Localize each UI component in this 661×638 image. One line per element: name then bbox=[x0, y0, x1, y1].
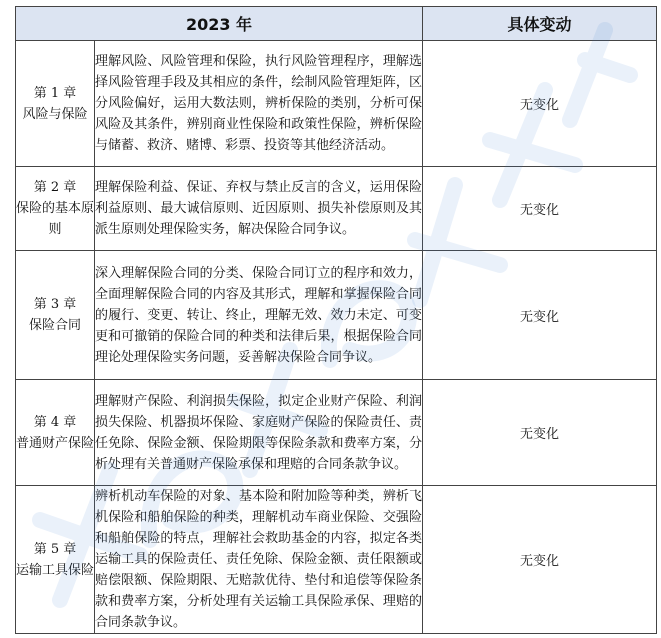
change-cell: 无变化 bbox=[423, 167, 657, 251]
chapter-number: 第 5 章 bbox=[33, 541, 77, 557]
table-row bbox=[16, 41, 657, 167]
chapter-cell bbox=[16, 251, 95, 380]
chapter-title: 运输工具保险 bbox=[16, 562, 95, 578]
change-cell: 无变化 bbox=[423, 486, 657, 634]
syllabus-table bbox=[15, 6, 657, 634]
chapter-title: 保险的基本原则 bbox=[16, 201, 95, 237]
syllabus-table-container bbox=[15, 6, 656, 634]
requirement-text: 理解财产保险、利润损失保险，拟定企业财产保险、利润损失保险、机器损坏保险、家庭财产保险的保险责任、责任免除、保险金额、保险期限等保险条款和费率方案，分析处理有关普通财产保险承保和理赔的合同条款争议。 bbox=[95, 380, 423, 486]
chapter-number: 第 3 章 bbox=[33, 297, 77, 312]
chapter-number: 第 2 章 bbox=[33, 180, 77, 195]
chapter-title: 普通财产保险 bbox=[16, 435, 95, 451]
requirement-text: 辨析机动车保险的对象、基本险和附加险等种类，辨析飞机保险和船舶保险的种类，理解机动车商业保险、交强险和船舶保险的特点，理解社会救助基金的内容，拟定各类运输工具的保险责任、责任免除、保险金额、责任限额或赔偿限额、保险期限、无赔款优待、垫付和追偿等保险条款和费率方案，分析处理有关运输工具保险承保、理赔的合同条款争议。 bbox=[95, 486, 423, 634]
table-row bbox=[16, 486, 657, 634]
table-row bbox=[16, 380, 657, 486]
requirement-text: 理解保险利益、保证、弃权与禁止反言的含义，运用保险利益原则、最大诚信原则、近因原则、损失补偿原则及其派生原则处理保险实务，解决保险合同争议。 bbox=[95, 167, 423, 251]
chapter-cell bbox=[16, 167, 95, 251]
requirement-text: 理解风险、风险管理和保险，执行风险管理程序，理解选择风险管理手段及其相应的条件，绘制风险管理矩阵，区分风险偏好，运用大数法则，辨析保险的类别，分析可保风险及其条件，辨别商业性保险和政策性保险，辨析保险与储蓄、救济、赌博、彩票、投资等其他经济活动。 bbox=[95, 41, 423, 167]
change-cell: 无变化 bbox=[423, 380, 657, 486]
chapter-number: 第 1 章 bbox=[33, 85, 77, 101]
header-change: 具体变动 bbox=[423, 7, 657, 41]
header-year: 2023 年 bbox=[16, 7, 423, 41]
chapter-number: 第 4 章 bbox=[33, 414, 77, 430]
chapter-cell bbox=[16, 380, 95, 486]
chapter-cell bbox=[16, 486, 95, 634]
chapter-title: 风险与保险 bbox=[22, 106, 88, 122]
requirement-text: 深入理解保险合同的分类、保险合同订立的程序和效力，全面理解保险合同的内容及其形式，理解和掌握保险合同的履行、变更、转让、终止，理解无效、效力未定、可变更和可撤销的保险合同的种类和法律后果，根据保险合同理论处理保险实务问题，妥善解决保险合同争议。 bbox=[95, 251, 423, 380]
chapter-cell bbox=[16, 41, 95, 167]
change-cell: 无变化 bbox=[423, 41, 657, 167]
table-header-row bbox=[16, 7, 657, 41]
chapter-title: 保险合同 bbox=[28, 318, 81, 333]
table-row bbox=[16, 251, 657, 380]
change-cell: 无变化 bbox=[423, 251, 657, 380]
table-row bbox=[16, 167, 657, 251]
